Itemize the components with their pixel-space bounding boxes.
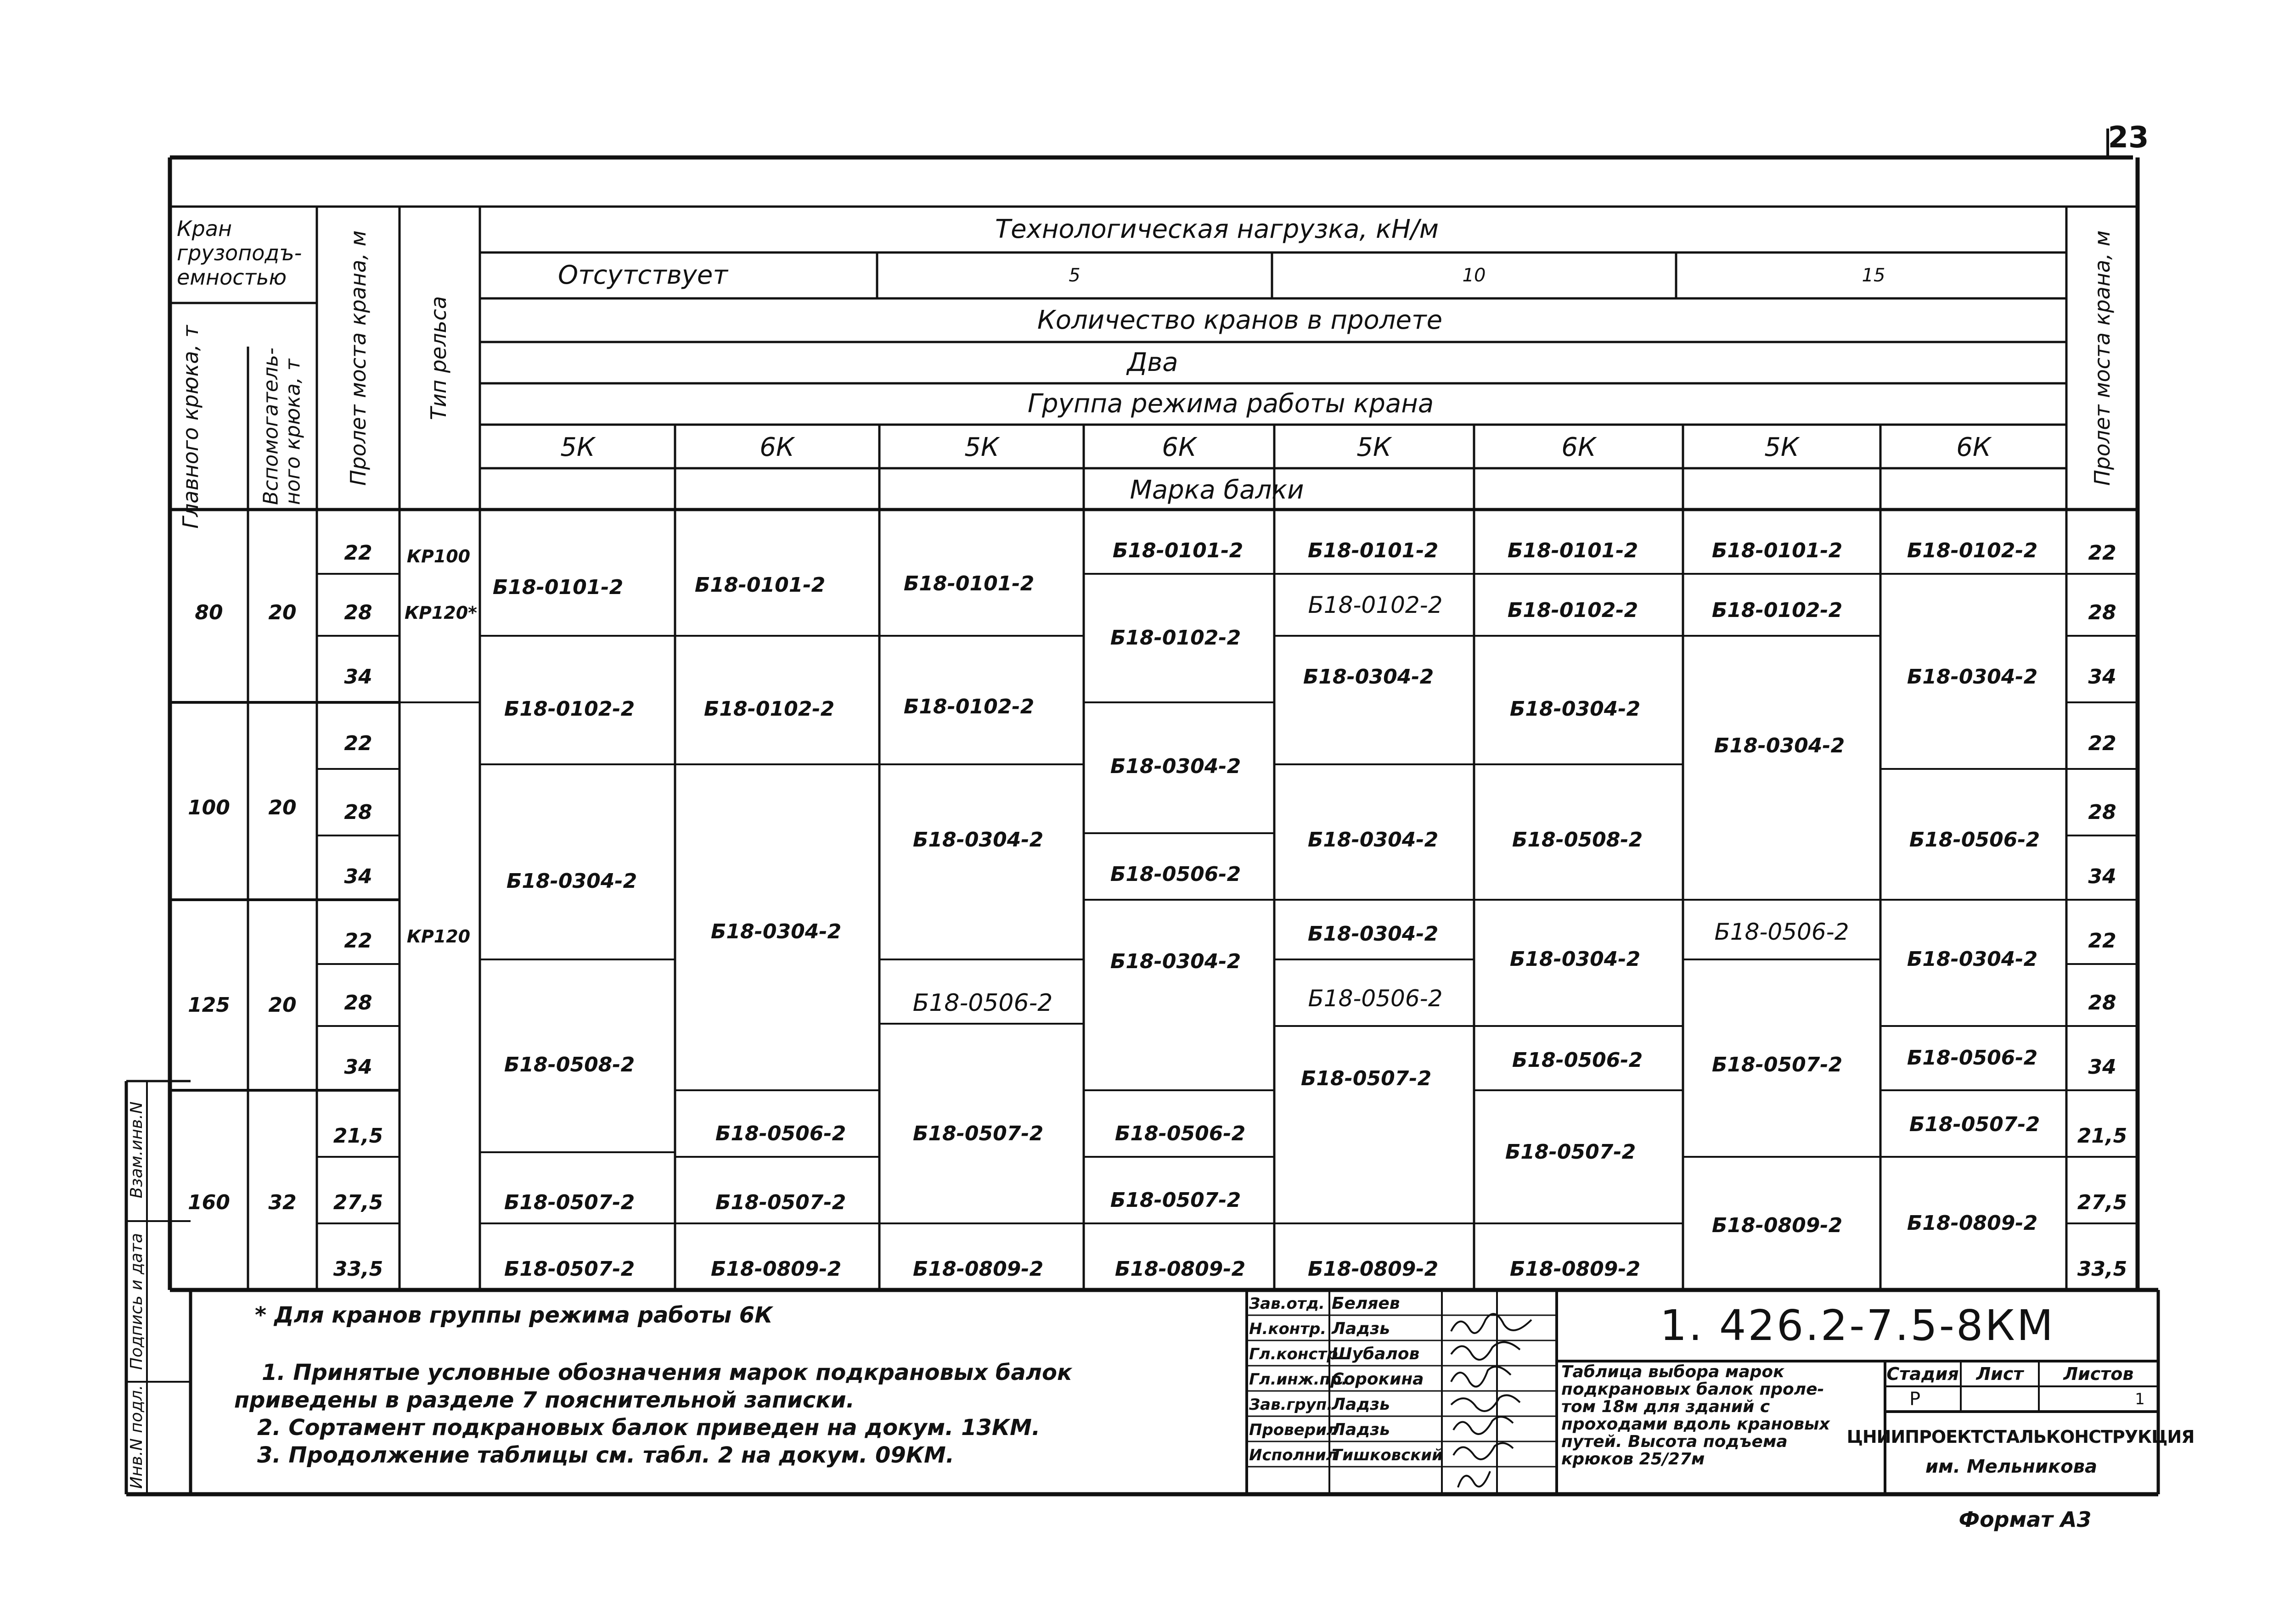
span-right-value: 22 [2088,929,2116,953]
beam-mark: Б18-0101-2 [492,576,624,599]
tech-load-header: Технологическая нагрузка, кН/м [995,214,1439,244]
beam-mark: Б18-0506-2 [1909,828,2040,852]
beam-mark: Б18-0809-2 [1307,1257,1439,1281]
footnote: * Для кранов группы режима работы 6К [255,1302,773,1328]
beam-mark: Б18-0304-2 [710,920,842,943]
beam-mark: Б18-0304-2 [1303,665,1434,689]
margin-label-replace: Взам.инв.N [127,1101,146,1199]
beam-mark: Б18-0304-2 [506,869,637,893]
stamp-title-line: крюков 25/27м [1561,1450,1705,1469]
beam-mark: Б18-0507-2 [504,1191,635,1214]
mode-1: 5К [560,432,595,462]
note-line: 1. Принятые условные обозначения марок подкрановых балок [262,1360,1072,1385]
beam-mark: Б18-0304-2 [1714,734,1845,757]
mode-2: 6К [760,432,794,462]
beam-mark: Б18-0304-2 [1907,947,2038,971]
beam-mark: Б18-0507-2 [912,1122,1044,1145]
stamp-title-line: проходами вдоль крановых [1561,1415,1830,1434]
main-hook-value: 160 [188,1191,230,1214]
mode-7: 5К [1764,432,1799,462]
stamp-title-line: Таблица выбора марок [1561,1362,1784,1381]
beam-mark: Б18-0102-2 [1907,539,2038,562]
stamp-role: Н.контр. [1249,1320,1327,1338]
beam-mark: Б18-0101-2 [1507,539,1638,562]
beam-mark: Б18-0506-2 [912,989,1053,1017]
margin-label-inventory: Инв.N подл. [127,1385,146,1489]
stamp-role: Гл.инж.пр. [1249,1370,1348,1389]
load-value-1: Отсутствует [558,260,728,290]
span-value: 28 [344,601,372,624]
crane-group-header: Кран грузоподъ-емностью [177,216,302,290]
beam-mark: Б18-0506-2 [1110,863,1241,886]
beam-mark: Б18-0102-2 [1110,626,1241,650]
stamp-role: Проверил [1249,1421,1338,1439]
aux-hook-value: 20 [268,601,297,624]
stamp-name: Беляев [1332,1294,1400,1313]
beam-mark: Б18-0102-2 [504,697,635,721]
sheets-label: Листов [2063,1364,2134,1384]
beam-mark: Б18-0101-2 [903,572,1035,595]
load-value-2: 5 [1069,265,1080,286]
mode-group-header: Группа режима работы крана [1027,389,1434,419]
load-value-4: 15 [1862,265,1885,286]
beam-mark: Б18-0507-2 [1110,1189,1241,1212]
span-value: 28 [344,801,372,824]
beam-mark: Б18-0809-2 [1907,1211,2038,1235]
stamp-name: Ладзь [1332,1395,1390,1414]
beam-mark: Б18-0507-2 [504,1257,635,1281]
note-line: 2. Сортамент подкрановых балок приведен на докум. 13КМ. [257,1415,1041,1441]
beam-mark: Б18-0101-2 [1307,539,1439,562]
beam-mark: Б18-0304-2 [1110,755,1241,778]
organization: ЦНИИПРОЕКТСТАЛЬКОНСТРУКЦИЯ [1846,1427,2195,1447]
beam-mark: Б18-0304-2 [1907,665,2038,689]
load-value-3: 10 [1462,265,1486,286]
span-value: 22 [344,541,372,565]
rail-type-value: КР120 [406,926,471,947]
beam-mark: Б18-0506-2 [1714,919,1849,945]
mode-6: 6К [1561,432,1596,462]
span-header: Пролет моста крана, м [346,230,371,486]
note-line: приведены в разделе 7 пояснительной записки. [234,1387,855,1413]
span-right-value: 22 [2088,541,2116,565]
beam-mark: Б18-0507-2 [1300,1067,1432,1090]
rail-type-header: Тип рельса [426,296,451,420]
cranes-in-span-header: Количество кранов в пролете [1037,305,1443,335]
span-value: 22 [344,732,372,755]
beam-mark: Б18-0101-2 [694,573,826,597]
stamp-role: Гл.констр. [1249,1345,1344,1363]
span-value: 28 [344,991,372,1015]
format-label: Формат А3 [1958,1507,2092,1532]
span-right-header: Пролет моста крана, м [2090,230,2115,486]
beam-mark: Б18-0809-2 [1509,1257,1641,1281]
rail-type-value: КР100 [406,546,471,566]
beam-mark: Б18-0304-2 [1509,697,1641,721]
beam-mark: Б18-0507-2 [1909,1113,2040,1136]
mode-8: 6К [1956,432,1991,462]
stamp-name: Сорокина [1332,1370,1424,1389]
beam-mark: Б18-0102-2 [1711,599,1843,622]
note-line: 3. Продолжение таблицы см. табл. 2 на докум. 09КМ. [257,1442,954,1468]
sheet-number: 23 [2108,121,2149,155]
span-value: 34 [344,865,372,888]
stamp-role: Исполнил [1249,1446,1338,1464]
stamp-role: Зав.отд. [1249,1295,1325,1313]
aux-hook-value: 32 [268,1191,297,1214]
sheet-label: Лист [1976,1364,2024,1384]
beam-mark: Б18-0809-2 [1114,1257,1246,1281]
span-right-value: 34 [2088,665,2116,689]
stamp-name: Шубалов [1332,1345,1420,1363]
stamp-role: Зав.груп. [1249,1396,1333,1414]
beam-mark: Б18-0102-2 [703,697,835,721]
main-hook-value: 80 [195,601,223,624]
span-right-value: 21,5 [2077,1124,2127,1148]
beam-mark: Б18-0101-2 [1112,539,1244,562]
mode-4: 6К [1162,432,1197,462]
beam-mark: Б18-0508-2 [1512,828,1643,852]
span-value: 33,5 [333,1257,383,1281]
beam-mark-header: Марка балки [1130,475,1304,505]
beam-mark: Б18-0506-2 [1114,1122,1246,1145]
beam-mark: Б18-0809-2 [912,1257,1044,1281]
mode-3: 5К [964,432,999,462]
beam-mark: Б18-0507-2 [715,1191,846,1214]
beam-mark: Б18-0506-2 [1512,1048,1643,1072]
rail-type-value: КР120* [404,603,478,623]
sheets-value: 1 [2135,1390,2145,1408]
beam-mark: Б18-0101-2 [1711,539,1843,562]
beam-mark: Б18-0809-2 [1711,1214,1843,1237]
stamp-title [1561,1363,1883,1468]
beam-mark: Б18-0304-2 [1509,947,1641,971]
beam-mark: Б18-0507-2 [1711,1053,1843,1076]
beam-mark: Б18-0304-2 [1110,950,1241,973]
span-right-value: 28 [2088,991,2116,1015]
span-right-value: 27,5 [2077,1191,2127,1214]
aux-hook-value: 20 [268,993,297,1017]
margin-label-signature: Подпись и дата [127,1233,146,1370]
stamp-name: Тишковский [1332,1446,1443,1464]
beam-mark: Б18-0304-2 [1307,828,1439,852]
beam-mark: Б18-0507-2 [1505,1140,1636,1164]
span-value: 21,5 [333,1124,383,1148]
stamp-title-line: путей. Высота подъема [1561,1432,1788,1451]
organization-sub: им. Мельникова [1925,1456,2097,1477]
aux-hook-value: 20 [268,796,297,819]
stage-value: Р [1909,1389,1921,1410]
beam-mark: Б18-0102-2 [903,695,1035,718]
stamp-title-line: подкрановых балок проле- [1561,1380,1824,1399]
span-value: 34 [344,665,372,689]
aux-hook-header: Вспомогатель-ного крюка, т [259,348,305,505]
span-right-value: 28 [2088,601,2116,624]
span-right-value: 28 [2088,801,2116,824]
span-right-value: 22 [2088,732,2116,755]
stage-label: Стадия [1886,1364,1959,1384]
stamp-name: Ладзь [1332,1420,1390,1439]
beam-mark: Б18-0809-2 [710,1257,842,1281]
mode-5: 5К [1356,432,1391,462]
span-right-value: 33,5 [2077,1257,2127,1281]
stamp-title-line: том 18м для зданий с [1561,1397,1770,1416]
cranes-count: Два [1127,348,1178,377]
document-code: 1. 426.2-7.5-8КМ [1660,1301,2055,1350]
beam-mark: Б18-0102-2 [1308,592,1443,618]
beam-mark: Б18-0506-2 [715,1122,846,1145]
beam-mark: Б18-0102-2 [1507,599,1638,622]
main-hook-value: 125 [188,993,230,1017]
beam-mark: Б18-0304-2 [912,828,1044,852]
beam-mark: Б18-0506-2 [1907,1046,2038,1070]
main-hook-value: 100 [188,796,230,819]
stamp-name: Ладзь [1332,1319,1390,1338]
beam-mark: Б18-0506-2 [1308,985,1443,1012]
span-right-value: 34 [2088,865,2116,888]
span-value: 27,5 [333,1191,383,1214]
beam-mark: Б18-0304-2 [1307,922,1439,946]
span-value: 34 [344,1055,372,1079]
span-right-value: 34 [2088,1055,2116,1079]
beam-mark: Б18-0508-2 [504,1053,635,1076]
span-value: 22 [344,929,372,953]
main-hook-header: Главного крюка, т [178,325,203,529]
